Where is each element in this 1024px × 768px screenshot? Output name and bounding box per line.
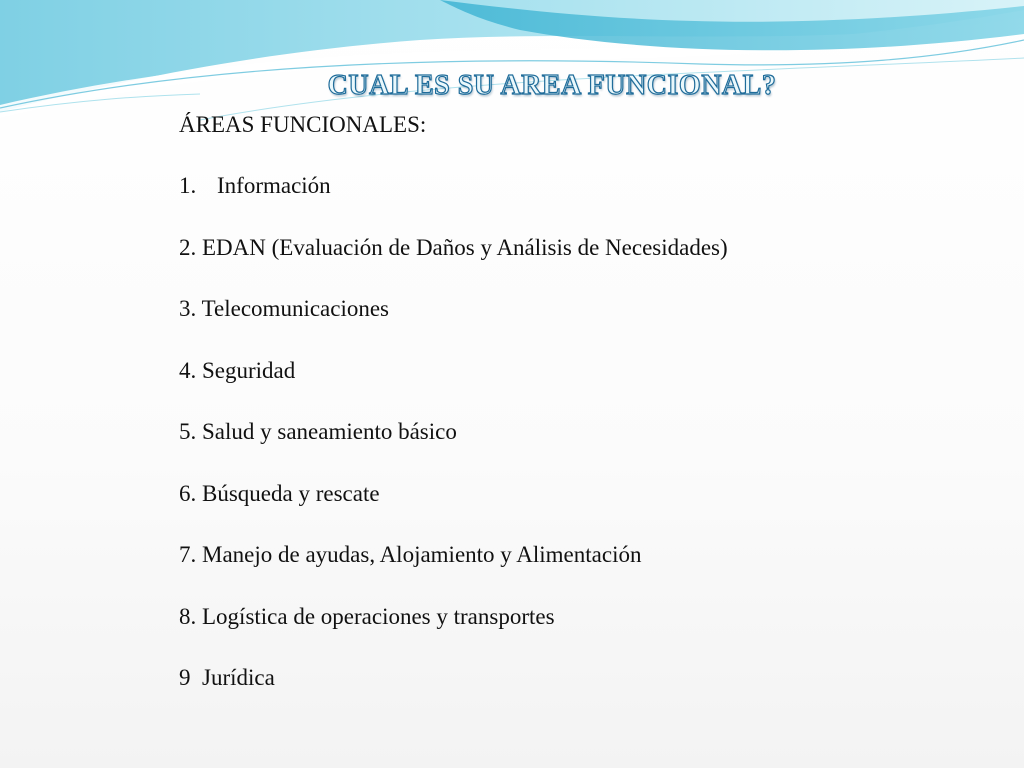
list-item [179, 233, 999, 263]
item-text: Telecomunicaciones [201, 296, 390, 321]
item-number: 1. [179, 173, 197, 198]
item-text: Información [217, 173, 331, 198]
item-number: 5. [179, 419, 197, 444]
item-number: 4. [179, 357, 197, 383]
item-text: Seguridad [202, 357, 296, 383]
item-number: 8. [179, 603, 197, 629]
item-text: Manejo de ayudas, Alojamiento y Alimentación [202, 542, 642, 567]
section-heading: ÁREAS FUNCIONALES: [179, 112, 427, 137]
item-number: 2. [179, 234, 197, 260]
item-text: EDAN (Evaluación de Daños y Análisis de Necesidades) [202, 234, 728, 260]
list-item [179, 356, 999, 386]
item-number: 3. [179, 296, 197, 321]
item-number: 9 [179, 665, 191, 690]
item-text: Búsqueda y rescate [202, 480, 380, 506]
slide-title: CUAL ES SU AREA FUNCIONAL? [327, 70, 777, 101]
item-number: 6. [179, 480, 197, 506]
list-item [179, 294, 999, 324]
list-item [179, 171, 999, 201]
list-item [179, 479, 999, 509]
list-item [179, 663, 999, 693]
content-area [179, 110, 999, 725]
item-number: 7. [179, 542, 197, 567]
list-item [179, 602, 999, 632]
item-text: Logística de operaciones y transportes [202, 603, 555, 629]
list-item [179, 417, 999, 447]
item-text: Jurídica [202, 665, 275, 690]
item-text: Salud y saneamiento básico [202, 419, 457, 444]
list-item [179, 540, 999, 570]
